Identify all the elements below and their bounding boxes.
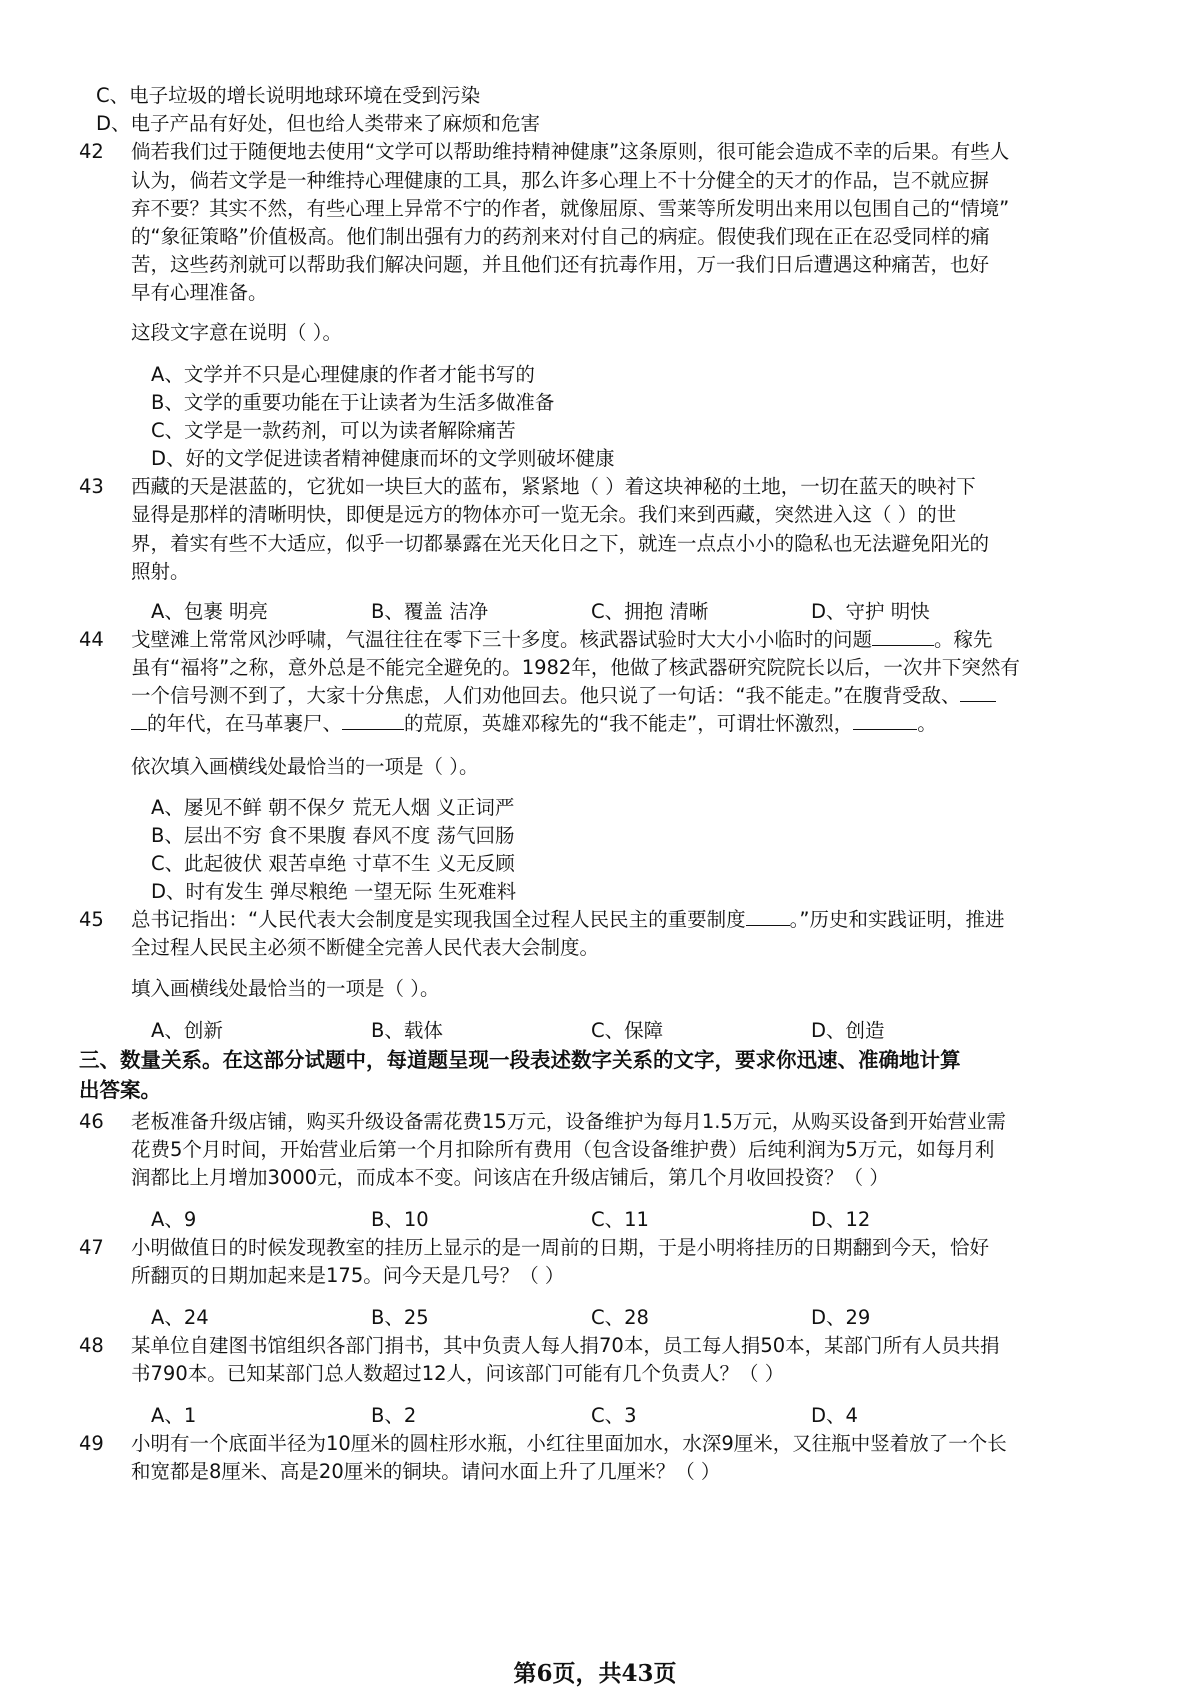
- answer-option[interactable]: A、文学并不只是心理健康的作者才能书写的: [151, 363, 535, 386]
- question-text-line: [131, 709, 937, 739]
- question-text-line: 早有心理准备。: [131, 281, 268, 304]
- text-segment: 。”历史和实践证明，推进: [789, 908, 1005, 931]
- answer-option[interactable]: A、创新: [151, 1019, 223, 1042]
- question-number: 46: [79, 1110, 104, 1133]
- answer-option[interactable]: D、守护 明快: [811, 600, 930, 623]
- question-text-line: 西藏的天是湛蓝的，它犹如一块巨大的蓝布，紧紧地（ ）着这块神秘的土地，一切在蓝天的映衬下: [131, 475, 976, 498]
- question-text-line: 的“象征策略”价值极高。他们制出强有力的药剂来对付自己的病症。假使我们现在正在忍受同样的痛: [131, 225, 990, 248]
- fill-blank: [746, 905, 790, 926]
- fill-blank: [960, 681, 996, 702]
- question-text-line: 所翻页的日期加起来是175。问今天是几号？（ ）: [131, 1264, 565, 1287]
- question-prompt: 填入画横线处最恰当的一项是（ ）。: [131, 977, 440, 1000]
- answer-option[interactable]: C、文学是一款药剂，可以为读者解除痛苦: [151, 419, 516, 442]
- page-footer: 第6页，共43页: [513, 1660, 677, 1687]
- text-segment: 一个信号测不到了，大家十分焦虑，人们劝他回去。他只说了一句话：“我不能走。”在腹背受敌、: [131, 684, 961, 707]
- answer-option[interactable]: C、28: [591, 1306, 649, 1329]
- question-text-line: 润都比上月增加3000元，而成本不变。问该店在升级店铺后，第几个月收回投资？（ ）: [131, 1166, 889, 1189]
- question-number: 43: [79, 475, 104, 498]
- fill-blank: [872, 625, 934, 646]
- question-text-line: 苦，这些药剂就可以帮助我们解决问题，并且他们还有抗毒作用，万一我们日后遭遇这种痛苦，也好: [131, 253, 990, 276]
- text-segment: 的荒原，英雄邓稼先的“我不能走”，可谓壮怀激烈，: [404, 712, 854, 735]
- question-text-line: 虽有“福将”之称，意外总是不能完全避免的。1982年，他做了核武器研究院院长以后，一次井下突然有: [131, 656, 1020, 679]
- answer-option[interactable]: D、好的文学促进读者精神健康而坏的文学则破坏健康: [151, 447, 615, 470]
- question-text-line: 小明有一个底面半径为10厘米的圆柱形水瓶，小红往里面加水，水深9厘米，又往瓶中竖着放了一个长: [131, 1432, 1007, 1455]
- answer-option[interactable]: B、载体: [371, 1019, 443, 1042]
- answer-option[interactable]: C、3: [591, 1404, 637, 1427]
- question-number: 47: [79, 1236, 104, 1259]
- text-segment: 戈壁滩上常常风沙呼啸，气温往往在零下三十多度。核武器试验时大大小小临时的问题: [131, 628, 873, 651]
- answer-option[interactable]: C、11: [591, 1208, 649, 1231]
- answer-option[interactable]: D、创造: [811, 1019, 885, 1042]
- q41-option-c: C、电子垃圾的增长说明地球环境在受到污染: [96, 84, 481, 107]
- answer-option[interactable]: B、覆盖 洁净: [371, 600, 489, 623]
- answer-option[interactable]: A、24: [151, 1306, 209, 1329]
- answer-option[interactable]: B、25: [371, 1306, 429, 1329]
- question-text-line: [131, 681, 996, 711]
- question-text-line: 倘若我们过于随便地去使用“文学可以帮助维持精神健康”这条原则，很可能会造成不幸的后果。有些人: [131, 140, 1010, 163]
- question-text-line: 花费5个月时间，开始营业后第一个月扣除所有费用（包含设备维护费）后纯利润为5万元，如每月利: [131, 1138, 995, 1161]
- question-number: 48: [79, 1334, 104, 1357]
- answer-option[interactable]: C、拥抱 清晰: [591, 600, 709, 623]
- answer-option[interactable]: C、此起彼伏 艰苦卓绝 寸草不生 义无反顾: [151, 852, 515, 875]
- answer-option[interactable]: D、29: [811, 1306, 871, 1329]
- question-text-line: 认为，倘若文学是一种维持心理健康的工具，那么许多心理上不十分健全的天才的作品，岂不就应摒: [131, 169, 990, 192]
- question-text-line: 全过程人民民主必须不断健全完善人民代表大会制度。: [131, 936, 600, 959]
- question-text-line: 界，着实有些不大适应，似乎一切都暴露在光天化日之下，就连一点点小小的隐私也无法避免阳光的: [131, 532, 990, 555]
- fill-blank: [342, 709, 404, 730]
- question-text-line: [131, 905, 1004, 935]
- question-text-line: 弃不要？其实不然，有些心理上异常不宁的作者，就像屈原、雪莱等所发明出来用以包围自己的“情境”: [131, 197, 1010, 220]
- section-heading: 出答案。: [79, 1078, 161, 1102]
- question-text-line: 老板准备升级店铺，购买升级设备需花费15万元，设备维护为每月1.5万元，从购买设备到开始营业需: [131, 1110, 1006, 1133]
- question-text-line: [131, 625, 993, 655]
- answer-option[interactable]: D、时有发生 弹尽粮绝 一望无际 生死难料: [151, 880, 517, 903]
- answer-option[interactable]: D、12: [811, 1208, 871, 1231]
- question-text-line: 书790本。已知某部门总人数超过12人，问该部门可能有几个负责人？（ ）: [131, 1362, 785, 1385]
- question-number: 45: [79, 908, 104, 931]
- answer-option[interactable]: A、屡见不鲜 朝不保夕 荒无人烟 义正词严: [151, 796, 515, 819]
- question-text-line: 某单位自建图书馆组织各部门捐书，其中负责人每人捐70本，员工每人捐50本，某部门所有人员共捐: [131, 1334, 1000, 1357]
- question-text-line: 显得是那样的清晰明快，即便是远方的物体亦可一览无余。我们来到西藏，突然进入这（ ）的世: [131, 503, 957, 526]
- question-text-line: 照射。: [131, 560, 190, 583]
- question-number: 49: [79, 1432, 104, 1455]
- q41-option-d: D、电子产品有好处，但也给人类带来了麻烦和危害: [96, 112, 541, 135]
- answer-option[interactable]: B、2: [371, 1404, 417, 1427]
- answer-option[interactable]: D、4: [811, 1404, 858, 1427]
- answer-option[interactable]: A、1: [151, 1404, 197, 1427]
- text-segment: 的年代，在马革裹尸、: [147, 712, 343, 735]
- question-prompt: 这段文字意在说明（ ）。: [131, 321, 342, 344]
- question-number: 42: [79, 140, 104, 163]
- section-heading: 三、数量关系。在这部分试题中，每道题呈现一段表述数字关系的文字，要求你迅速、准确地计算: [79, 1048, 961, 1072]
- text-segment: 总书记指出：“人民代表大会制度是实现我国全过程人民民主的重要制度: [131, 908, 746, 931]
- fill-blank: [131, 709, 147, 730]
- answer-option[interactable]: B、10: [371, 1208, 429, 1231]
- answer-option[interactable]: C、保障: [591, 1019, 664, 1042]
- answer-option[interactable]: B、层出不穷 食不果腹 春风不度 荡气回肠: [151, 824, 515, 847]
- answer-option[interactable]: A、包裹 明亮: [151, 600, 269, 623]
- question-text-line: 和宽都是8厘米、高是20厘米的铜块。请问水面上升了几厘米？（ ）: [131, 1460, 721, 1483]
- answer-option[interactable]: B、文学的重要功能在于让读者为生活多做准备: [151, 391, 555, 414]
- answer-option[interactable]: A、9: [151, 1208, 197, 1231]
- question-text-line: 小明做值日的时候发现教室的挂历上显示的是一周前的日期，于是小明将挂历的日期翻到今天，恰好: [131, 1236, 990, 1259]
- fill-blank: [853, 709, 917, 730]
- question-number: 44: [79, 628, 104, 651]
- question-prompt: 依次填入画横线处最恰当的一项是（ ）。: [131, 755, 479, 778]
- text-segment: 。: [917, 712, 937, 735]
- text-segment: 。稼先: [934, 628, 993, 651]
